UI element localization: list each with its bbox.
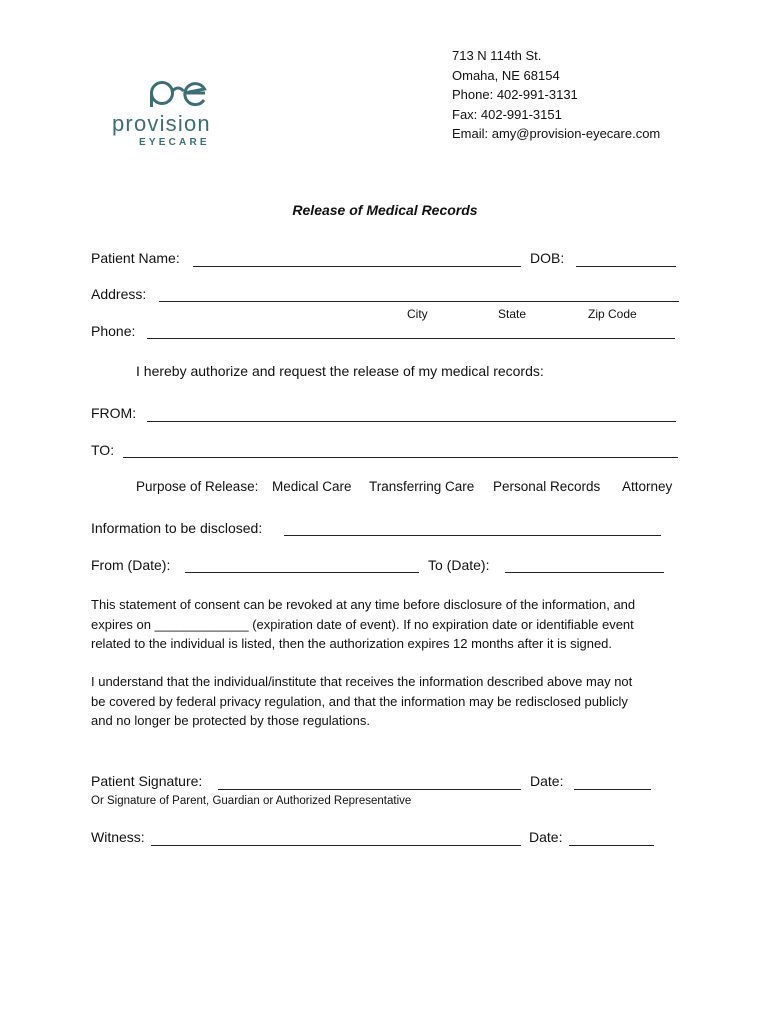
signature-date-field[interactable] bbox=[574, 789, 651, 790]
purpose-attorney[interactable]: Attorney bbox=[622, 479, 673, 494]
zip-caption: Zip Code bbox=[588, 307, 637, 321]
to-label: TO: bbox=[91, 442, 115, 458]
purpose-label: Purpose of Release: bbox=[136, 479, 259, 494]
info-disclosed-label: Information to be disclosed: bbox=[91, 520, 263, 536]
brand-subtitle: EYECARE bbox=[139, 137, 210, 148]
witness-date-field[interactable] bbox=[569, 845, 654, 846]
phone-label: Phone: bbox=[91, 323, 136, 339]
signature-note: Or Signature of Parent, Guardian or Authorized Representative bbox=[91, 795, 412, 807]
purpose-transferring-care[interactable]: Transferring Care bbox=[369, 479, 475, 494]
from-date-field[interactable] bbox=[185, 572, 419, 573]
street-address: 713 N 114th St. bbox=[452, 48, 542, 63]
city-state-zip: Omaha, NE 68154 bbox=[452, 67, 560, 83]
authorize-statement: I hereby authorize and request the release of my medical records: bbox=[136, 363, 544, 379]
from-date-label: From (Date): bbox=[91, 557, 171, 573]
purpose-personal-records[interactable]: Personal Records bbox=[493, 479, 601, 494]
dob-field[interactable] bbox=[576, 266, 676, 267]
from-field[interactable] bbox=[147, 421, 676, 422]
phone-number: Phone: 402-991-3131 bbox=[452, 87, 578, 102]
witness-label: Witness: bbox=[91, 829, 145, 845]
patient-name-label: Patient Name: bbox=[91, 250, 180, 266]
to-date-label: To (Date): bbox=[428, 557, 490, 573]
contact-block bbox=[452, 46, 660, 144]
brand-name: provision bbox=[112, 111, 211, 136]
witness-field[interactable] bbox=[151, 845, 521, 846]
witness-date-label: Date: bbox=[529, 829, 563, 845]
dob-label: DOB: bbox=[530, 250, 565, 266]
to-date-field[interactable] bbox=[505, 572, 664, 573]
address-label: Address: bbox=[91, 286, 147, 302]
consent-line: expires on _____________ (expiration date of event). If no expiration date or identifiable event bbox=[91, 616, 634, 632]
privacy-line: be covered by federal privacy regulation, and that the information may be redisclosed publicly bbox=[91, 693, 628, 709]
form-title: Release of Medical Records bbox=[292, 202, 478, 218]
phone-field[interactable] bbox=[147, 338, 675, 339]
email-address: Email: amy@provision-eyecare.com bbox=[452, 126, 661, 141]
signature-date-label: Date: bbox=[530, 773, 564, 789]
state-caption: State bbox=[498, 307, 527, 321]
city-caption: City bbox=[407, 307, 428, 321]
to-field[interactable] bbox=[123, 457, 678, 458]
privacy-line: and no longer be protected by those regulations. bbox=[91, 713, 370, 728]
patient-name-field[interactable] bbox=[193, 266, 521, 267]
consent-line: related to the individual is listed, then the authorization expires 12 months after it is signed. bbox=[91, 636, 613, 651]
glasses-icon bbox=[148, 78, 212, 108]
patient-signature-label: Patient Signature: bbox=[91, 773, 203, 789]
patient-signature-field[interactable] bbox=[218, 789, 521, 790]
from-label: FROM: bbox=[91, 405, 137, 421]
consent-paragraph bbox=[91, 595, 691, 654]
purpose-medical-care[interactable]: Medical Care bbox=[272, 479, 352, 494]
privacy-line: I understand that the individual/institute that receives the information described above may not bbox=[91, 674, 633, 689]
privacy-paragraph bbox=[91, 672, 691, 731]
consent-line: This statement of consent can be revoked at any time before disclosure of the information, and bbox=[91, 597, 636, 612]
info-disclosed-field[interactable] bbox=[284, 535, 661, 536]
fax-number: Fax: 402-991-3151 bbox=[452, 106, 562, 122]
address-field[interactable] bbox=[159, 301, 679, 302]
